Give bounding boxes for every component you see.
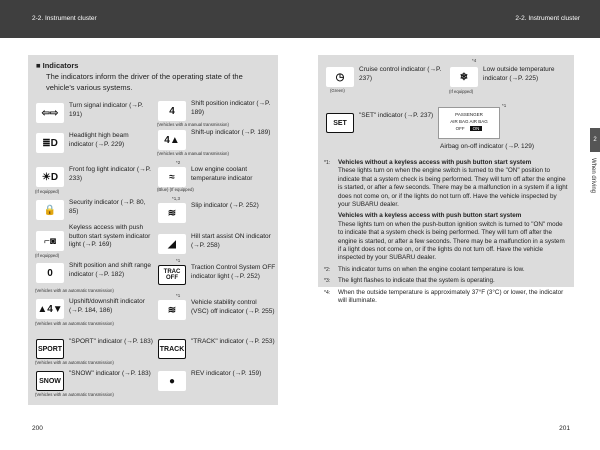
item-note: (Vehicles with an automatic transmission)	[35, 360, 114, 365]
shift-up-icon: 4▲	[158, 130, 186, 150]
item-note: (Blue) (If equipped)	[157, 187, 194, 192]
item-label: Low outside temperature indicator (→P. 225)	[483, 66, 555, 82]
item-label: Shift position indicator (→P. 189)	[191, 100, 271, 116]
outside-temperature-icon: ❄	[450, 67, 478, 87]
section-title: ■ Indicators	[36, 61, 79, 70]
item-note: (Vehicles with a manual transmission)	[157, 151, 229, 156]
keyless-access-icon: ⌐◙	[36, 231, 64, 251]
slip-icon: ≋	[158, 203, 186, 223]
traction-control-system-off-indicator	[154, 258, 276, 293]
footnote-heading: Vehicles with a keyless access with push button start system	[338, 212, 522, 220]
set-indicator	[322, 111, 442, 141]
high-beam-icon: ≣D	[36, 133, 64, 153]
set-icon: SET	[326, 113, 354, 133]
shift-up-indicator	[154, 128, 274, 158]
airbag-line-passenger: PASSENGER	[455, 112, 483, 117]
page-number-left: 200	[32, 425, 43, 432]
footnote-text: These lights turn on when the push-button ignition switch is turned to "ON" mode to indicate that a system check is being performed. They will turn off after the engine is started, or after a few seconds. There may be a malfunction in a system if a light does not come on, or if the lights do not turn off. Have the vehicle inspected by your SUBARU dealer.	[338, 220, 565, 262]
footnote-key: *3:	[324, 278, 331, 285]
item-label: Keyless access with push button start system indicator light (→P. 169)	[69, 224, 151, 248]
upshift-downshift-indicator	[32, 297, 152, 327]
cruise-control-indicator	[322, 65, 442, 95]
item-label: Cruise control indicator (→P. 237)	[359, 66, 442, 82]
item-label: REV indicator (→P. 159)	[191, 370, 262, 377]
snow-icon: SNOW	[36, 371, 64, 391]
item-label: "SPORT" indicator (→P. 183)	[69, 338, 153, 345]
chapter-label: When driving	[590, 158, 596, 194]
item-label: Upshift/downshift indicator (→P. 184, 186)	[69, 298, 145, 314]
item-label: Shift position and shift range indicator (→P. 182)	[69, 262, 152, 278]
upshift-downshift-icon: ▲4▼	[36, 299, 64, 319]
airbag-on-off-icon	[438, 107, 500, 139]
item-note: (If equipped)	[35, 253, 60, 258]
trac-off-icon: TRAC OFF	[158, 265, 186, 285]
security-icon: 🔒	[36, 200, 64, 220]
keyless-access-indicator	[32, 223, 152, 259]
footnote-mark: *1	[502, 103, 507, 108]
shift-range-icon: 0	[36, 263, 64, 283]
rev-indicator	[154, 369, 274, 399]
airbag-off-label: OFF	[455, 126, 465, 131]
item-label: Front fog light indicator (→P. 233)	[69, 166, 151, 182]
footnotes	[324, 159, 568, 309]
vehicle-stability-control-indicator	[154, 293, 275, 328]
item-label: Vehicle stability control (VSC) off indicator (→P. 255)	[191, 299, 275, 315]
vsc-off-icon: ≋	[158, 300, 186, 320]
footnote-3	[324, 277, 568, 285]
item-label: "TRACK" indicator (→P. 253)	[191, 338, 275, 345]
turn-signal-indicator	[32, 101, 152, 131]
low-engine-coolant-temperature-indicator	[154, 160, 274, 195]
track-indicator	[154, 337, 274, 367]
header-left-title: 2-2. Instrument cluster	[32, 15, 97, 22]
shift-position-range-indicator	[32, 261, 152, 291]
airbag-on-label: ON	[470, 126, 483, 131]
hill-start-assist-on-indicator	[154, 232, 274, 262]
footnote-key: *2:	[324, 266, 331, 273]
indicators-panel-left	[28, 55, 278, 405]
item-label: "SET" indicator (→P. 237)	[359, 112, 434, 119]
item-note: (Vehicles with a manual transmission)	[157, 122, 229, 127]
chapter-tab: 2	[590, 128, 600, 152]
item-label: Headlight high beam indicator (→P. 229)	[69, 132, 129, 148]
airbag-status-row	[439, 125, 499, 132]
snow-indicator	[32, 369, 152, 399]
footnote-1	[324, 159, 568, 209]
footnote-mark: *1	[176, 293, 181, 298]
footnote-2	[324, 266, 568, 274]
low-outside-temperature-indicator	[446, 58, 566, 95]
headlight-high-beam-indicator	[32, 131, 152, 161]
sport-indicator	[32, 337, 152, 367]
airbag-line-airbag: AIR BAG AIR BAG	[450, 119, 488, 124]
shift-position-icon: 4	[158, 101, 186, 121]
fog-light-icon: ☀D	[36, 167, 64, 187]
footnote-key: *4:	[324, 289, 331, 296]
indicators-panel-right	[318, 55, 574, 305]
item-note: (Vehicles with an automatic transmission)	[35, 321, 114, 326]
hill-start-icon: ◢	[158, 234, 186, 254]
slip-indicator	[154, 196, 274, 231]
page-header	[0, 0, 600, 38]
turn-signal-icon: ⇦⇨	[36, 103, 64, 123]
footnote-4	[324, 289, 568, 306]
footnote-key: *1:	[324, 160, 331, 166]
footnote-1b	[324, 212, 568, 262]
footnote-mark: *1	[176, 258, 181, 263]
page-number-right: 201	[559, 425, 570, 432]
section-intro: The indicators inform the driver of the operating state of the vehicle's various systems.	[46, 72, 243, 92]
item-note: (Vehicles with an automatic transmission)	[35, 288, 114, 293]
airbag-on-off-label: Airbag on-off indicator (→P. 129)	[440, 143, 535, 150]
footnote-heading: Vehicles without a keyless access with push button start system	[338, 159, 532, 166]
track-icon: TRACK	[158, 339, 186, 359]
item-note: (If equipped)	[35, 189, 60, 194]
footnote-text: When the outside temperature is approximately 37°F (3°C) or lower, the indicator will illuminate.	[338, 288, 564, 305]
front-fog-light-indicator	[32, 165, 152, 195]
sport-icon: SPORT	[36, 339, 64, 359]
item-label: "SNOW" indicator (→P. 183)	[69, 370, 151, 377]
item-label: Shift-up indicator (→P. 189)	[191, 129, 271, 136]
cruise-control-icon: ◷	[326, 67, 354, 87]
shift-position-indicator	[154, 99, 274, 129]
item-label: Security indicator (→P. 80, 85)	[69, 199, 146, 215]
item-note: (Green)	[330, 88, 345, 93]
item-label: Hill start assist ON indicator (→P. 258)	[191, 233, 271, 249]
footnote-text: These lights turn on when the engine switch is turned to the "ON" position to indicate that a system check is being performed. They will turn off after the engine is started, or after a few seconds. There may be a malfunction in a system if a light does not come on, or if the lights do not turn off. Have the vehicle inspected by your SUBARU dealer.	[338, 167, 568, 209]
rev-icon: ●	[158, 371, 186, 391]
footnote-mark: *1,3	[172, 196, 181, 201]
item-note: (If equipped)	[449, 89, 474, 94]
item-label: Low engine coolant temperature indicator	[191, 166, 253, 182]
footnote-text: The light flashes to indicate that the system is operating.	[338, 277, 495, 285]
item-label: Traction Control System OFF indicator light (→P. 252)	[191, 264, 276, 280]
item-label: Slip indicator (→P. 252)	[191, 202, 259, 209]
item-note: (Vehicles with an automatic transmission)	[35, 392, 114, 397]
coolant-icon: ≈	[158, 167, 186, 187]
footnote-mark: *2	[176, 160, 181, 165]
header-right-title: 2-2. Instrument cluster	[515, 15, 580, 22]
footnote-text: This indicator turns on when the engine coolant temperature is low.	[338, 265, 525, 273]
footnote-mark: *4	[472, 58, 477, 63]
item-label: Turn signal indicator (→P. 191)	[69, 102, 144, 118]
